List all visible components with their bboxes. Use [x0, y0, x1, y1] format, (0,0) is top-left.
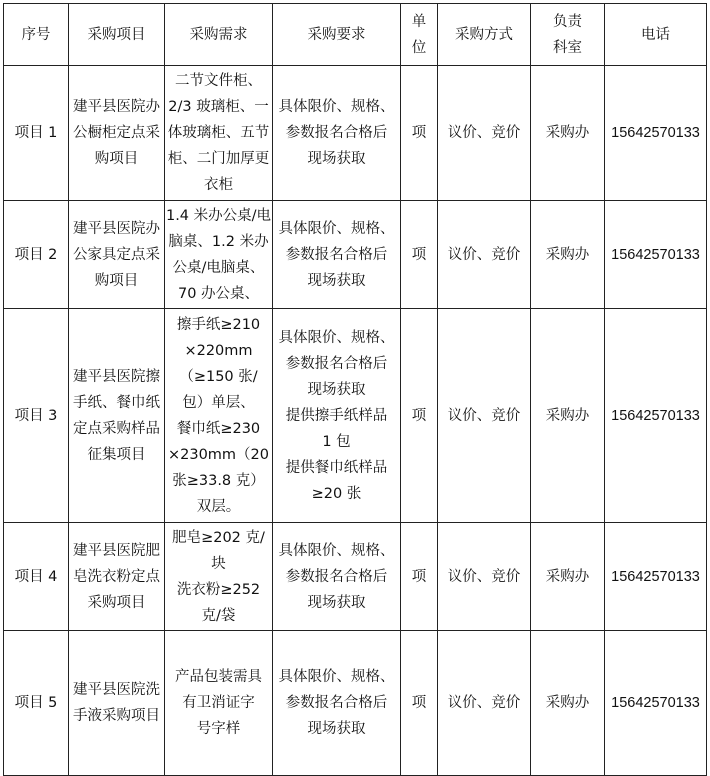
header-requirement: 采购要求: [273, 4, 401, 66]
table-row: [4, 309, 707, 523]
need-line: 双层。: [196, 498, 241, 515]
row-item: 建平县医院办公橱柜定点采购项目: [69, 66, 165, 201]
row-phone: 15642570133: [605, 66, 707, 201]
header-dept-line2: 科室: [553, 39, 582, 56]
requirement-line: 提供餐巾纸样品: [285, 459, 388, 476]
header-no: 序号: [4, 4, 69, 66]
need-line: 餐巾纸≥230: [176, 420, 261, 437]
table-row: [4, 66, 707, 201]
row-need: [165, 631, 273, 776]
requirement-line: 现场获取: [307, 594, 366, 611]
row-requirement: [273, 309, 401, 523]
need-line: 洗衣粉≥252: [176, 581, 261, 598]
need-line: （≥150 张/: [179, 368, 258, 385]
header-row: [4, 4, 707, 66]
table-row: [4, 201, 707, 309]
requirement-line: 现场获取: [307, 721, 366, 737]
need-line: 有卫消证字: [182, 695, 255, 711]
requirement-line: 具体限价、规格、: [278, 669, 395, 685]
requirement-line: 参数报名合格后: [285, 568, 388, 585]
row-no: 项目 4: [4, 523, 69, 631]
header-method: 采购方式: [438, 4, 531, 66]
requirement-line: 具体限价、规格、: [278, 329, 395, 346]
need-line: 产品包装需具: [175, 669, 262, 685]
need-line: 克/袋: [201, 607, 236, 624]
requirement-line: 提供擦手纸样品: [285, 407, 388, 424]
requirement-line: ≥20 张: [311, 485, 362, 502]
row-dept: 采购办: [531, 523, 605, 631]
row-dept: 采购办: [531, 309, 605, 523]
need-line: 张≥33.8 克）: [172, 472, 265, 489]
row-unit: 项: [401, 631, 438, 776]
requirement-line: 参数报名合格后: [285, 695, 388, 711]
row-method: 议价、竞价: [438, 309, 531, 523]
row-dept: 采购办: [531, 201, 605, 309]
row-unit: 项: [401, 66, 438, 201]
row-phone: 15642570133: [605, 201, 707, 309]
row-method: 议价、竞价: [438, 66, 531, 201]
requirement-line: 参数报名合格后: [285, 125, 388, 141]
row-no: 项目 5: [4, 631, 69, 776]
row-item: 建平县医院洗手液采购项目: [69, 631, 165, 776]
requirement-line: 1 包: [322, 433, 351, 450]
row-no: 项目 2: [4, 201, 69, 309]
requirement-line: 现场获取: [307, 381, 366, 398]
need-line: 号字样: [196, 721, 241, 737]
requirement-line: 参数报名合格后: [285, 246, 388, 263]
row-requirement: [273, 201, 401, 309]
row-dept: 采购办: [531, 66, 605, 201]
row-unit: 项: [401, 201, 438, 309]
header-unit-line2: 位: [411, 39, 427, 56]
row-item: 建平县医院擦手纸、餐巾纸定点采购样品征集项目: [69, 309, 165, 523]
row-phone: 15642570133: [605, 309, 707, 523]
row-requirement: [273, 631, 401, 776]
row-method: 议价、竞价: [438, 631, 531, 776]
row-no: 项目 1: [4, 66, 69, 201]
procurement-table: [3, 3, 707, 776]
row-no: 项目 3: [4, 309, 69, 523]
requirement-line: 参数报名合格后: [285, 355, 388, 372]
header-dept-line1: 负责: [553, 13, 582, 30]
requirement-line: 现场获取: [307, 151, 366, 167]
requirement-line: 具体限价、规格、: [278, 99, 395, 115]
row-phone: 15642570133: [605, 631, 707, 776]
row-item: 建平县医院肥皂洗衣粉定点采购项目: [69, 523, 165, 631]
row-unit: 项: [401, 309, 438, 523]
row-need: [165, 309, 273, 523]
header-need: 采购需求: [165, 4, 273, 66]
header-dept: [531, 4, 605, 66]
requirement-line: 具体限价、规格、: [278, 220, 395, 237]
requirement-line: 具体限价、规格、: [278, 542, 395, 559]
row-phone: 15642570133: [605, 523, 707, 631]
row-method: 议价、竞价: [438, 523, 531, 631]
table-row: [4, 523, 707, 631]
row-need: 二节文件柜、2/3 玻璃柜、一体玻璃柜、五节柜、二门加厚更衣柜: [165, 66, 273, 201]
table-row: [4, 631, 707, 776]
need-line: 块: [211, 555, 226, 572]
row-dept: 采购办: [531, 631, 605, 776]
header-item: 采购项目: [69, 4, 165, 66]
need-line: 包）单层、: [182, 394, 255, 411]
row-method: 议价、竞价: [438, 201, 531, 309]
header-unit-line1: 单: [411, 13, 427, 30]
requirement-line: 现场获取: [307, 272, 366, 289]
row-item: 建平县医院办公家具定点采购项目: [69, 201, 165, 309]
header-unit: [401, 4, 438, 66]
need-line: 擦手纸≥210: [176, 316, 261, 333]
need-line: ×220mm: [184, 342, 253, 359]
row-need: [165, 523, 273, 631]
row-requirement: [273, 66, 401, 201]
header-phone: 电话: [605, 4, 707, 66]
row-requirement: [273, 523, 401, 631]
row-unit: 项: [401, 523, 438, 631]
need-line: 肥皂≥202 克/: [172, 529, 265, 546]
row-need: 1.4 米办公桌/电脑桌、1.2 米办公桌/电脑桌、70 办公桌、: [165, 201, 273, 309]
need-line: ×230mm（20: [167, 446, 270, 463]
